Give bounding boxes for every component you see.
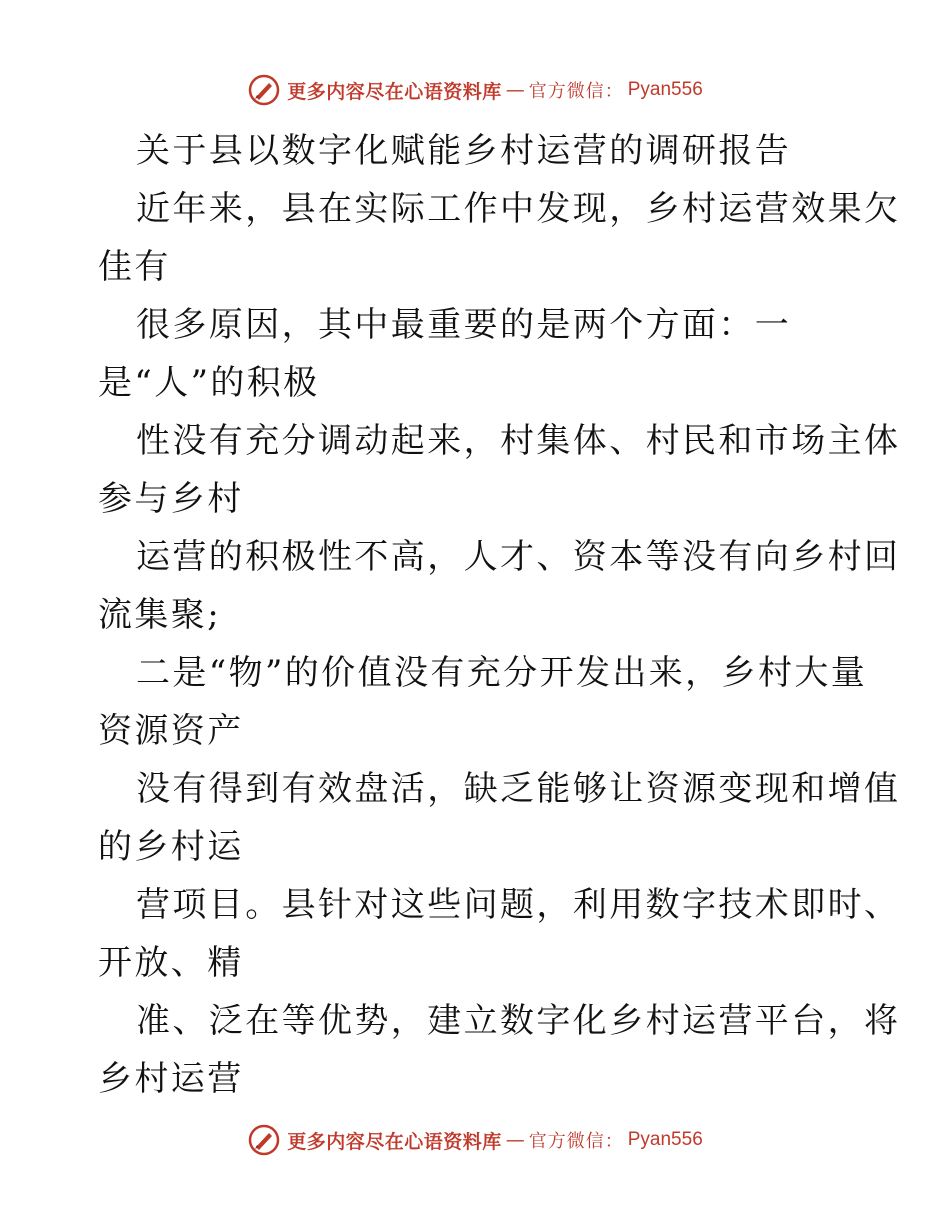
wechat-id: Pyan556 [627,1129,703,1150]
paragraph-line: 准、泛在等优势，建立数字化乡村运营平台，将 [136,1001,901,1041]
paragraph-line: 是“人”的积极 [98,363,320,403]
paragraph-line: 很多原因，其中最重要的是两个方面：一 [136,305,792,345]
paragraph-line: 开放、精 [98,943,244,983]
promo-text: 更多内容尽在心语资料库 [287,1130,502,1153]
paragraph-line: 资源资产 [98,711,244,751]
wechat-label: 官方微信： [528,1131,624,1152]
paragraph-line: 乡村运营 [98,1059,244,1099]
document-body [98,122,901,1108]
wechat-label: 官方微信： [528,81,624,102]
banner-dash: — [505,79,525,101]
paragraph-line: 参与乡村 [98,479,244,519]
paragraph-line: 近年来，县在实际工作中发现，乡村运营效果欠 [136,189,901,229]
paragraph-line: 流集聚; [98,595,222,635]
pen-logo-icon [247,1123,281,1157]
promo-text: 更多内容尽在心语资料库 [287,80,502,103]
paragraph-line: 运营的积极性不高，人才、资本等没有向乡村回 [136,537,901,577]
header-watermark-banner [0,70,950,110]
paragraph-line: 营项目。县针对这些问题，利用数字技术即时、 [136,885,901,925]
paragraph-line: 性没有充分调动起来，村集体、村民和市场主体 [136,421,901,461]
paragraph-line: 二是“物”的价值没有充分开发出来，乡村大量 [136,653,868,693]
paragraph-line: 佳有 [98,247,171,287]
wechat-id: Pyan556 [627,79,703,100]
pen-logo-icon [247,73,281,107]
document-title: 关于县以数字化赋能乡村运营的调研报告 [136,131,792,171]
paragraph-line: 没有得到有效盘活，缺乏能够让资源变现和增值 [136,769,901,809]
banner-dash: — [505,1129,525,1151]
footer-watermark-banner [0,1120,950,1160]
paragraph-line: 的乡村运 [98,827,244,867]
